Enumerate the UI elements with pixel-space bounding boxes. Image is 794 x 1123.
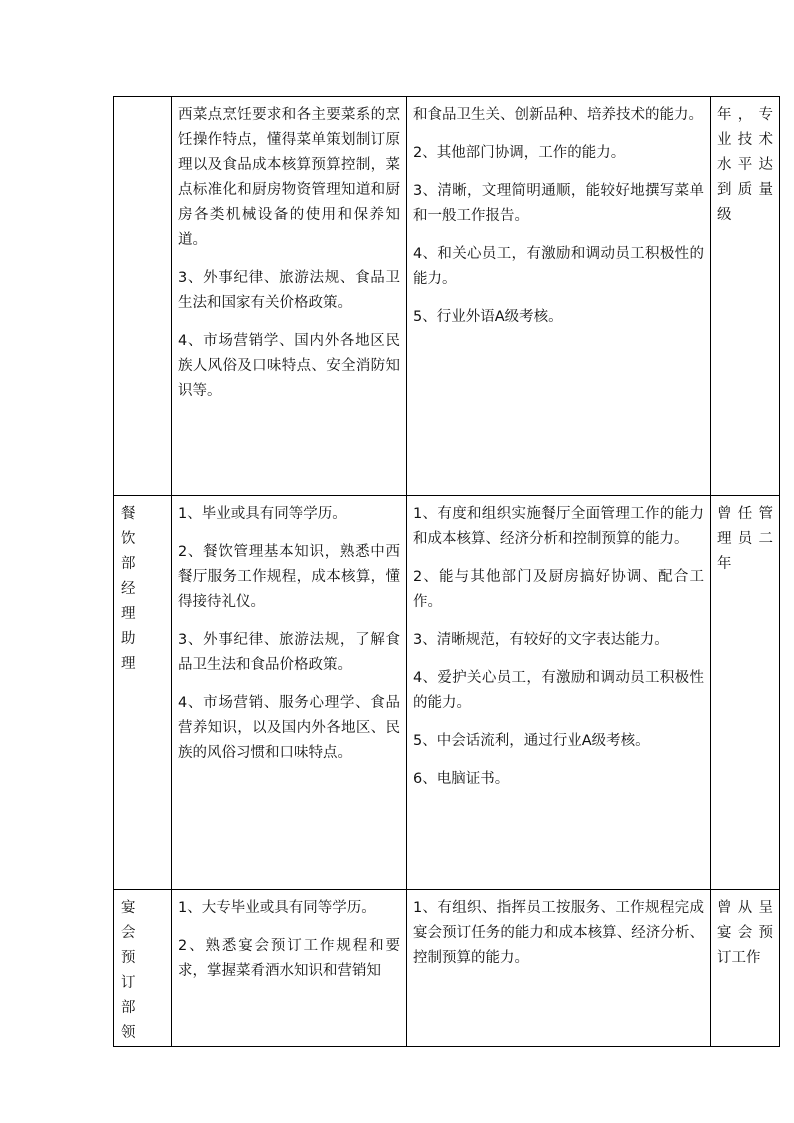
ability-cell [407, 97, 711, 496]
ability-item: 4、和关心员工，有激励和调动员工积极性的能力。 [413, 246, 704, 287]
table-row [114, 496, 780, 890]
experience-cell: 年，专业技术水平达到质量级 [711, 97, 780, 496]
experience-cell: 曾任管理员二年 [711, 496, 780, 890]
knowledge-cell [172, 97, 407, 496]
ability-item: 5、中会话流利，通过行业A级考核。 [413, 733, 650, 749]
job-requirements-table [113, 96, 780, 1047]
ability-item: 4、爱护关心员工，有激励和调动员工积极性的能力。 [413, 670, 704, 711]
table-row [114, 97, 780, 496]
ability-item: 3、清晰规范，有较好的文字表达能力。 [413, 632, 669, 648]
ability-item: 5、行业外语A级考核。 [413, 309, 563, 325]
ability-item: 1、有组织、指挥员工按服务、工作规程完成宴会预订任务的能力和成本核算、经济分析、控制预算的能力。 [413, 900, 704, 966]
ability-item: 3、清晰，文理简明通顺，能较好地撰写菜单和一般工作报告。 [413, 183, 704, 224]
ability-item: 和食品卫生关、创新品种、培养技术的能力。 [413, 107, 703, 123]
knowledge-item: 1、毕业或具有同等学历。 [178, 506, 347, 522]
ability-item: 2、能与其他部门及厨房搞好协调、配合工作。 [413, 569, 704, 610]
ability-item: 1、有度和组织实施餐厅全面管理工作的能力和成本核算、经济分析和控制预算的能力。 [413, 506, 704, 547]
knowledge-item: 4、市场营销学、国内外各地区民族人风俗及口味特点、安全消防知识等。 [178, 333, 400, 399]
knowledge-item: 4、市场营销、服务心理学、食品营养知识，以及国内外各地区、民族的风俗习惯和口味特点。 [178, 695, 400, 761]
position-title-cell: 餐饮部经理助理 [114, 496, 172, 890]
position-title-cell [114, 97, 172, 496]
knowledge-item: 西菜点烹饪要求和各主要菜系的烹饪操作特点，懂得菜单策划制订原理以及食品成本核算预算控制，菜点标准化和厨房物资管理知道和厨房各类机械设备的使用和保养知道。 [178, 107, 400, 248]
ability-cell [407, 890, 711, 1047]
knowledge-item: 3、外事纪律、旅游法规、食品卫生法和国家有关价格政策。 [178, 270, 400, 311]
ability-cell [407, 496, 711, 890]
knowledge-cell [172, 890, 407, 1047]
knowledge-item: 3、外事纪律、旅游法规，了解食品卫生法和食品价格政策。 [178, 632, 400, 673]
ability-item: 6、电脑证书。 [413, 771, 510, 787]
knowledge-item: 2、熟悉宴会预订工作规程和要求，掌握菜肴酒水知识和营销知 [178, 938, 400, 979]
knowledge-cell [172, 496, 407, 890]
table-row [114, 890, 780, 1047]
position-title-cell: 宴会预订部领 [114, 890, 172, 1047]
ability-item: 2、其他部门协调，工作的能力。 [413, 145, 626, 161]
knowledge-item: 2、餐饮管理基本知识，熟悉中西餐厅服务工作规程，成本核算，懂得接待礼仪。 [178, 544, 400, 610]
experience-cell: 曾从呈宴会预订工作 [711, 890, 780, 1047]
knowledge-item: 1、大专毕业或具有同等学历。 [178, 900, 376, 916]
